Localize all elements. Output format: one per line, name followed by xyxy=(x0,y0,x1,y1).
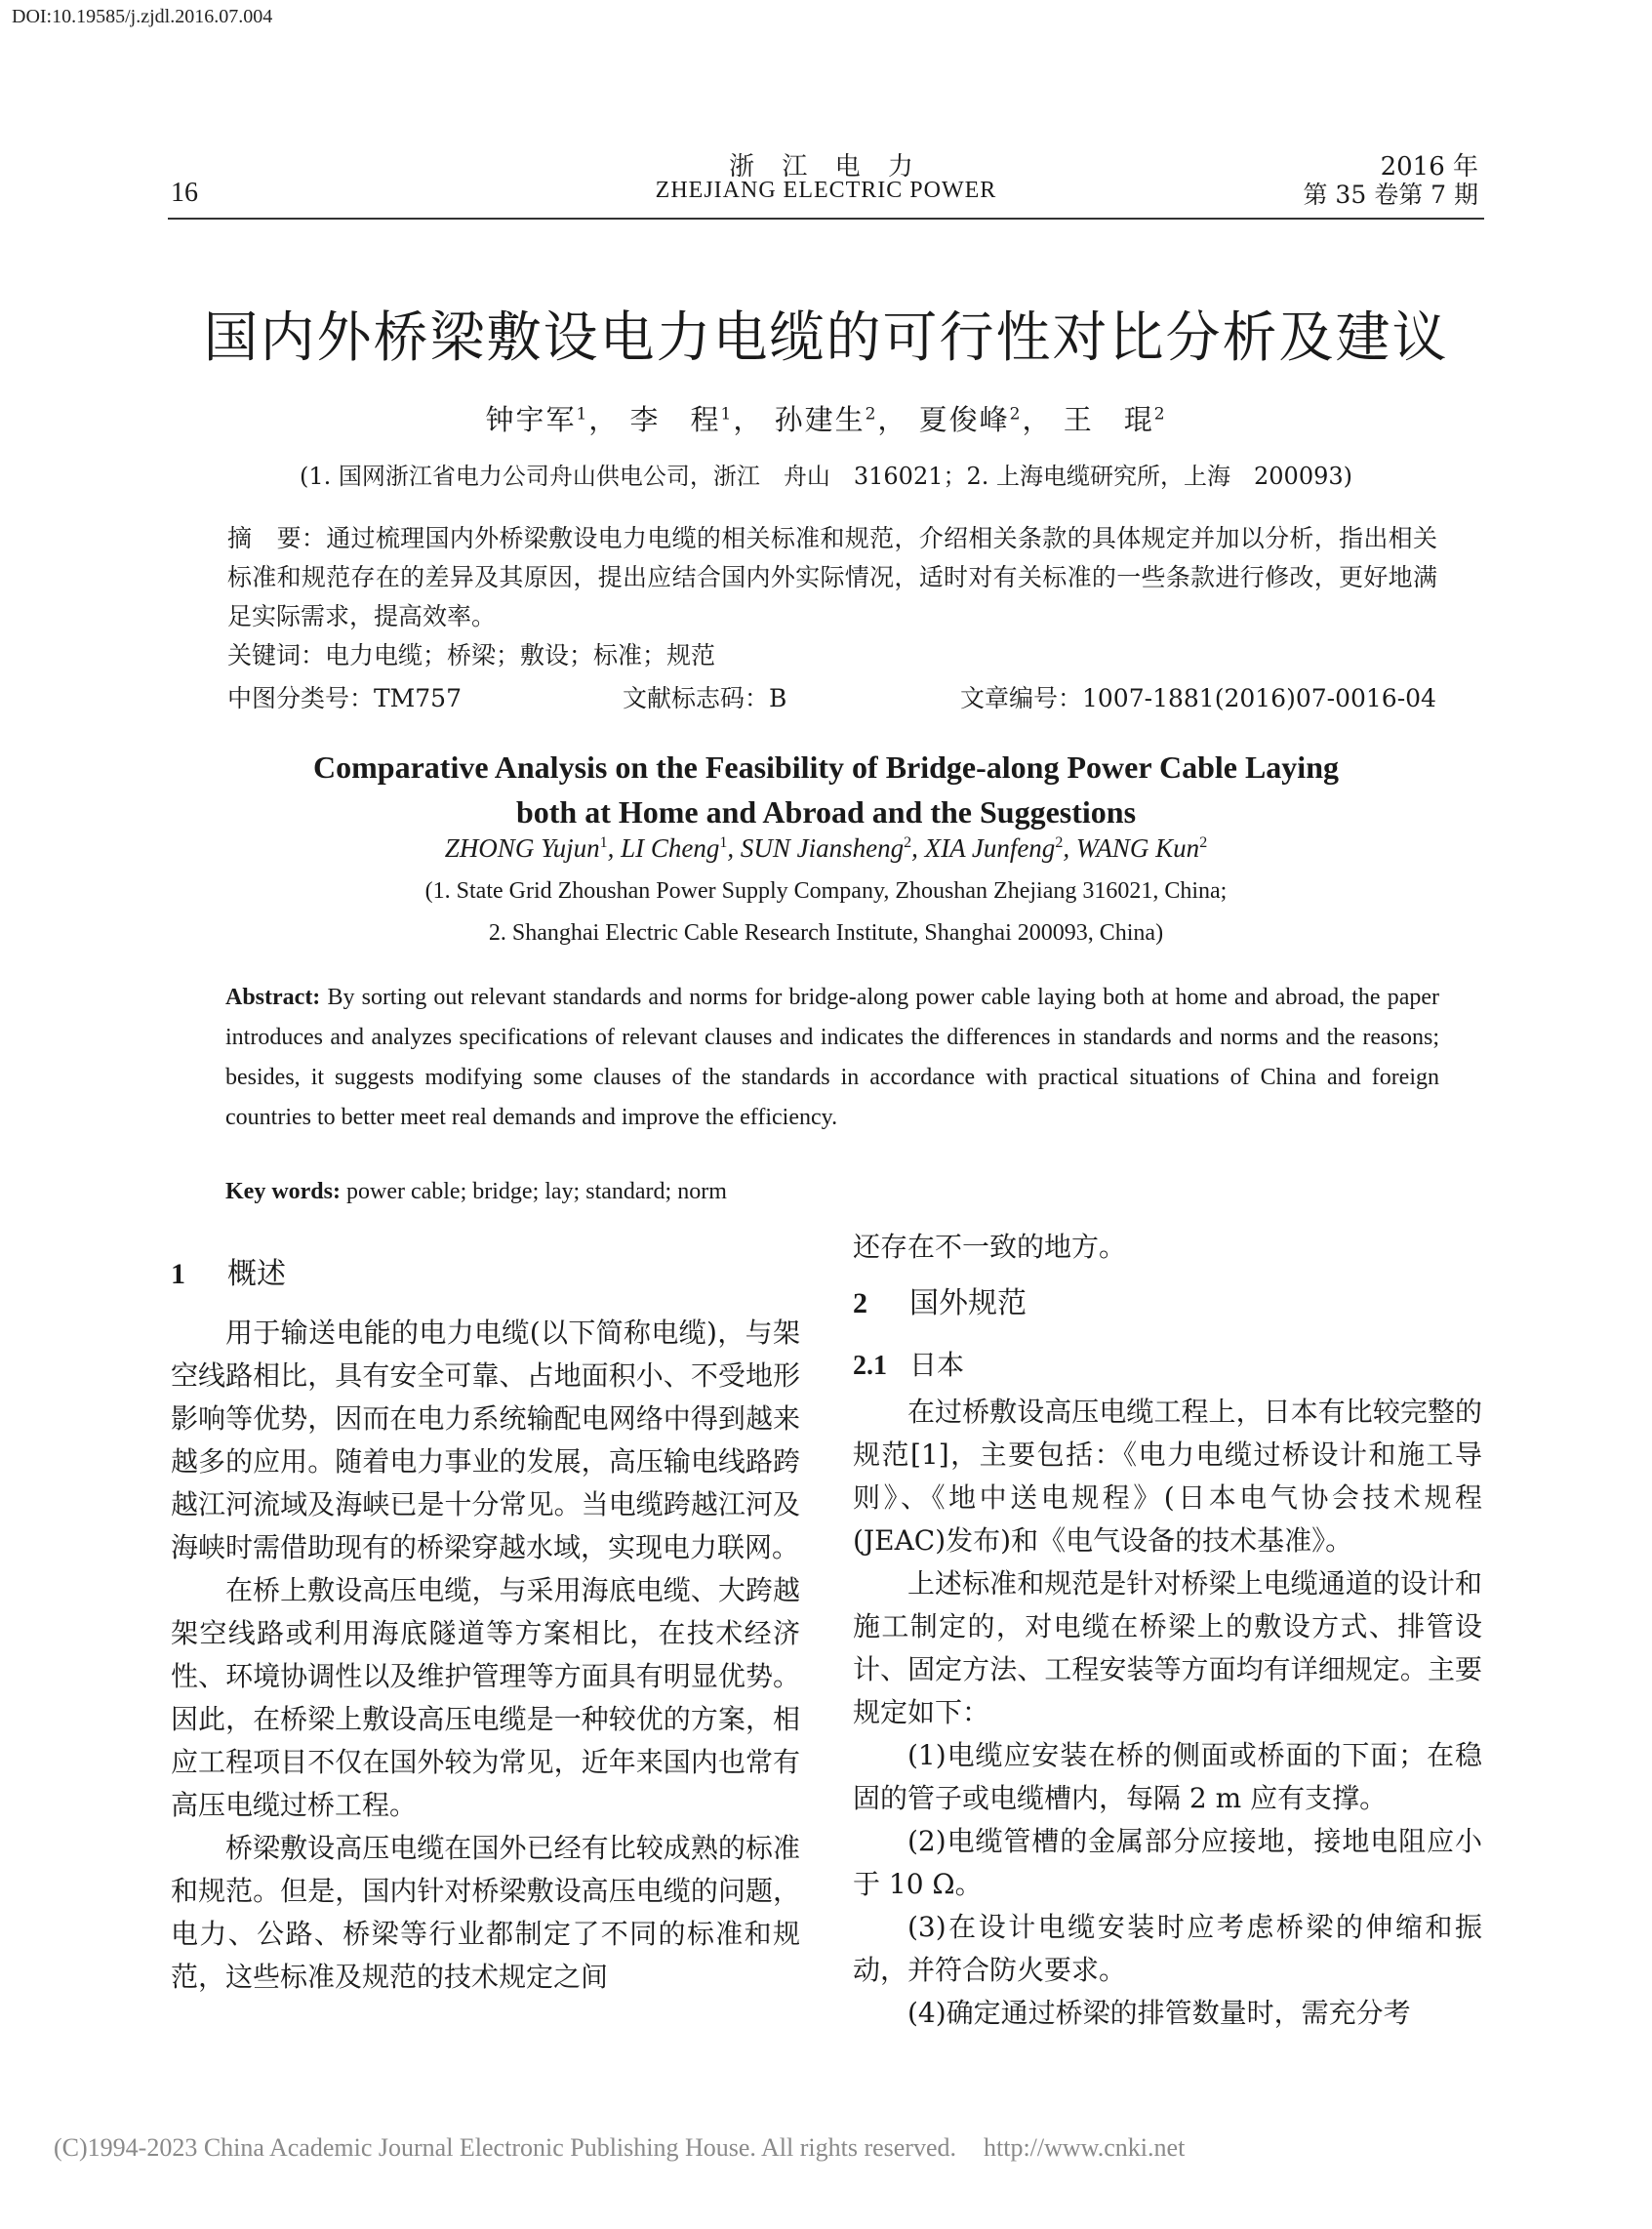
cnki-link[interactable]: http://www.cnki.net xyxy=(984,2133,1186,2162)
paper-title-en xyxy=(0,745,1652,834)
author-name: 孙建生 xyxy=(774,403,866,436)
author-name: 李 程 xyxy=(629,403,721,436)
title-en-line: Comparative Analysis on the Feasibility of Bridge-along Power Cable Laying xyxy=(313,750,1339,785)
author-name-en: ZHONG Yujun xyxy=(444,833,600,863)
keywords-en-text: power cable; bridge; lay; standard; norm xyxy=(340,1179,727,1204)
section-number: 1 xyxy=(171,1258,185,1290)
list-item: (3)在设计电缆安装时应考虑桥梁的伸缩和振动，并符合防火要求。 xyxy=(853,1911,1482,1986)
body-paragraph-continued: 还存在不一致的地方。 xyxy=(853,1231,1127,1263)
issue-volume: 第 35 卷第 7 期 xyxy=(1303,181,1478,209)
body-paragraph: 上述标准和规范是针对桥梁上电缆通道的设计和施工制定的，对电缆在桥梁上的敷设方式、排管设计、固定方法、工程安装等方面均有详细规定。主要规定如下： xyxy=(853,1567,1482,1728)
author-name-en: XIA Junfeng xyxy=(924,833,1056,863)
list-item: (1)电缆应安装在桥的侧面或桥面的下面；在稳固的管子或电缆槽内，每隔 2 m 应有支撑。 xyxy=(853,1739,1482,1814)
keywords-cn xyxy=(227,636,1437,675)
abstract-en-text: By sorting out relevant standards and norms for bridge-along power cable laying both at home and abroad, the paper introduces and analyzes specifications of relevant clauses and indicates the differences in standards and norms and the reasons; besides, it suggests modifying some clauses of the standards in accordance with practical situations of China and foreign countries to better meet real demands and improve the efficiency. xyxy=(225,985,1439,1130)
abstract-cn-label: 摘 要： xyxy=(227,524,327,552)
subsection-title: 日本 xyxy=(909,1349,965,1381)
author-affil-mark: 2 xyxy=(1009,404,1023,425)
subsection-heading xyxy=(853,1341,1482,1391)
body-paragraph: 在过桥敷设高压电缆工程上，日本有比较完整的规范[1]，主要包括：《电力电缆过桥设计和施工导则》、《地中送电规程》(日本电气协会技术规程(JEAC)发布)和《电气设备的技术基准》。 xyxy=(853,1396,1482,1557)
article-meta xyxy=(227,679,1437,718)
doi-label: DOI:10.19585/j.zjdl.2016.07.004 xyxy=(12,6,273,27)
keywords-cn-text: 电力电缆；桥梁；敷设；标准；规范 xyxy=(325,641,716,669)
abstract-cn-text: 通过梳理国内外桥梁敷设电力电缆的相关标准和规范，介绍相关条款的具体规定并加以分析，指出相关标准和规范存在的差异及其原因，提出应结合国内外实际情况，适时对有关标准的一些条款进行修改，更好地满足实际需求，提高效率。 xyxy=(227,524,1437,630)
section-title: 概述 xyxy=(227,1257,286,1291)
subsection-number: 2.1 xyxy=(853,1351,887,1381)
body-left-column xyxy=(171,1239,800,1999)
author-name-en: SUN Jiansheng xyxy=(740,833,905,863)
keywords-en-label: Key words: xyxy=(225,1179,341,1204)
paper-title-cn: 国内外桥梁敷设电力电缆的可行性对比分析及建议 xyxy=(203,306,1449,370)
affiliation-cn: (1. 国网浙江省电力公司舟山供电公司，浙江 舟山 316021；2. 上海电缆研究所，上海 200093) xyxy=(299,463,1352,490)
authors-cn: 钟宇军$^1$， 李 程$^1$， 孙建生$^2$， 夏俊峰$^2$， 王 琨$^2$ xyxy=(485,403,1167,436)
section-number: 2 xyxy=(853,1287,867,1319)
keywords-cn-label: 关键词： xyxy=(227,641,326,669)
author-name: 夏俊峰 xyxy=(918,403,1010,436)
journal-name-cn: 浙 江 电 力 xyxy=(729,152,923,182)
author-affil-mark: 1 xyxy=(719,834,728,851)
author-affil-mark: 2 xyxy=(1153,404,1167,425)
section-heading xyxy=(853,1273,1482,1335)
abstract-cn xyxy=(227,519,1437,636)
author-name-en: LI Cheng xyxy=(621,833,720,863)
author-name-en: WANG Kun xyxy=(1075,833,1200,863)
author-affil-mark: 1 xyxy=(576,404,589,425)
body-right-column xyxy=(853,1226,1482,2035)
document-code: 文献标志码：B xyxy=(623,684,787,712)
section-heading xyxy=(171,1243,800,1306)
abstract-en-label: Abstract: xyxy=(225,985,321,1010)
issue-year: 2016 年 xyxy=(1380,152,1478,182)
article-number: 文章编号：1007-1881(2016)07-0016-04 xyxy=(960,684,1436,712)
author-affil-mark: 1 xyxy=(720,404,734,425)
copyright-text: (C)1994-2023 China Academic Journal Electronic Publishing House. All rights reserved. xyxy=(54,2133,956,2162)
abstract-en xyxy=(225,978,1439,1138)
author-affil-mark: 2 xyxy=(1199,834,1208,851)
section-title: 国外规范 xyxy=(909,1286,1027,1320)
body-paragraph: 在桥上敷设高压电缆，与采用海底电缆、大跨越架空线路或利用海底隧道等方案相比，在技术经济性、环境协调性以及维护管理等方面具有明显优势。因此，在桥梁上敷设高压电缆是一种较优的方案，相应工程项目不仅在国外较为常见，近年来国内也常有高压电缆过桥工程。 xyxy=(171,1574,800,1821)
author-name: 钟宇军 xyxy=(485,403,577,436)
copyright-footer xyxy=(54,2133,1185,2163)
body-paragraph: 桥梁敷设高压电缆在国外已经有比较成熟的标准和规范。但是，国内针对桥梁敷设高压电缆的问题，电力、公路、桥梁等行业都制定了不同的标准和规范，这些标准及规范的技术规定之间 xyxy=(171,1832,800,1993)
author-affil-mark: 2 xyxy=(904,834,912,851)
author-affil-mark: 1 xyxy=(599,834,608,851)
page-number: 16 xyxy=(171,178,198,208)
affiliation-en-line: (1. State Grid Zhoushan Power Supply Company, Zhoushan Zhejiang 316021, China; xyxy=(424,878,1228,904)
title-en-line: both at Home and Abroad and the Suggestions xyxy=(515,794,1137,830)
clc-number: 中图分类号：TM757 xyxy=(227,684,462,712)
authors-en: ZHONG Yujun$^1$, LI Cheng$^1$, SUN Jiansheng$^2$, XIA Junfeng$^2$, WANG Kun$^2$ xyxy=(444,833,1208,863)
author-name: 王 琨 xyxy=(1063,403,1154,436)
journal-name-en: ZHEJIANG ELECTRIC POWER xyxy=(655,178,997,203)
list-item: (2)电缆管槽的金属部分应接地，接地电阻应小于 10 Ω。 xyxy=(853,1825,1482,1900)
body-paragraph: 用于输送电能的电力电缆(以下简称电缆)，与架空线路相比，具有安全可靠、占地面积小、不受地形影响等优势，因而在电力系统输配电网络中得到越来越多的应用。随着电力事业的发展，高压输电线路跨越江河流域及海峡已是十分常见。当电缆跨越江河及海峡时需借助现有的桥梁穿越水域，实现电力联网。 xyxy=(171,1317,800,1563)
list-item: (4)确定通过桥梁的排管数量时，需充分考 xyxy=(907,1997,1411,2029)
header-rule xyxy=(168,218,1484,220)
author-affil-mark: 2 xyxy=(1055,834,1064,851)
keywords-en xyxy=(225,1179,727,1205)
affiliation-en-line: 2. Shanghai Electric Cable Research Institute, Shanghai 200093, China) xyxy=(488,920,1164,946)
author-affil-mark: 2 xyxy=(865,404,878,425)
